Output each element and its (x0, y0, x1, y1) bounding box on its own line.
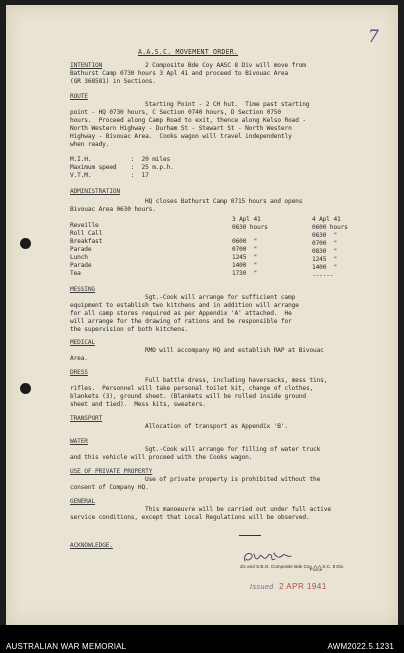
route-stat: Maximum speed : 25 m.p.h. (70, 164, 174, 171)
footer-institution: AUSTRALIAN WAR MEMORIAL (6, 642, 127, 651)
general-line: service conditions, except that Local Regulations will be observed. (70, 514, 310, 521)
messing-line: equipment to establish two kitchens and in addition will arrange (70, 302, 299, 309)
punch-hole (20, 383, 31, 394)
footer-accession-number: AWM2022.5.1231 (327, 642, 394, 651)
route-line: Highway - Bivouac Area. Cooks wagon will travel independently (70, 133, 292, 140)
route-line: hours. Proceed along Camp Road to exit, thence along Kelso Road - (70, 117, 306, 124)
schedule-day1-time: 1245 " (232, 254, 258, 261)
signature-image (241, 549, 301, 565)
route-line: Starting Point - 2 CH hut. Time past starting (145, 101, 310, 108)
schedule-label: Breakfast (70, 238, 103, 245)
schedule-day2-time: 0630 " (312, 232, 338, 239)
water-line: Sgt.-Cook will arrange for filling of water truck (145, 446, 321, 453)
route-line: when ready. (70, 141, 110, 148)
punch-hole (20, 238, 31, 249)
transport-line: Allocation of transport as Appendix 'B'. (145, 423, 289, 430)
schedule-label: Roll Call (70, 230, 103, 237)
section-heading-messing: MESSING (70, 286, 96, 293)
messing-line: the supervision of both kitchens. (70, 326, 188, 333)
pencil-mark: 7 (368, 27, 379, 47)
section-heading-route: ROUTE (70, 93, 88, 100)
signature-caption: 2lc and S.B.O. Composite Bde Coy. A.A.S.C. 8 Div. (240, 564, 344, 569)
dress-line: sheet and tied). Mess kits, sweaters. (70, 401, 206, 408)
intention-line: Bathurst Camp 0730 hours 3 Apl 41 and proceed to Bivouac Area (70, 70, 289, 77)
route-line: point - HQ 0730 hours, C Section 0740 hours, D Section 0750 (70, 109, 281, 116)
schedule-label: Lunch (70, 254, 88, 261)
section-heading-water: WATER (70, 438, 88, 445)
section-heading-private-property: USE OF PRIVATE PROPERTY (70, 468, 153, 475)
signature-role: Force (310, 568, 323, 573)
schedule-day2-time: 1245 " (312, 256, 338, 263)
general-line: This manoeuvre will be carried out under full active (145, 506, 331, 513)
schedule-day2-time: 0830 " (312, 248, 338, 255)
schedule-day2-time: 0700 " (312, 240, 338, 247)
intention-line: (GR 368581) in Sections. (70, 78, 156, 85)
schedule-col1-date: 3 Apl 41 (232, 216, 261, 223)
schedule-col1-time: 0630 hours (232, 224, 268, 231)
dress-line: Full battle dress, including haversacks, mess tins, (145, 377, 328, 384)
schedule-label: Parade (70, 262, 92, 269)
private-property-line: Use of private property is prohibited without the (145, 476, 321, 483)
schedule-label: Reveille (70, 222, 99, 229)
schedule-day2-time: ------ (312, 272, 334, 279)
medical-line: RMO will accompany HQ and establish RAP at Bivouac (145, 347, 324, 354)
private-property-line: consent of Company HQ. (70, 484, 149, 491)
date-stamp (250, 582, 327, 591)
footer-bar (0, 625, 404, 653)
schedule-day1-time: 0600 " (232, 238, 258, 245)
administration-line: Bivouac Area 0630 hours. (70, 206, 156, 213)
administration-line: HQ closes Bathurst Camp 0715 hours and opens (145, 198, 303, 205)
schedule-day1-time: 1400 " (232, 262, 258, 269)
section-heading-medical: MEDICAL (70, 339, 96, 346)
document-title: A.A.S.C. MOVEMENT ORDER. (138, 48, 239, 56)
schedule-col2-date: 4 Apl 41 (312, 216, 341, 223)
section-heading-intention: INTENTION (70, 62, 103, 69)
messing-line: Sgt.-Cook will arrange for sufficient camp (145, 294, 296, 301)
acknowledge-text: ACKNOWLEDGE. (70, 542, 113, 549)
stamp-date: 2 APR 1941 (279, 582, 327, 591)
schedule-day1-time: 1730 " (232, 270, 258, 277)
dress-line: rifles. Personnel will take personal toilet kit, change of clothes, (70, 385, 314, 392)
intention-line: 2 Composite Bde Coy AASC 8 Div will move from (145, 62, 306, 69)
medical-line: Area. (70, 355, 88, 362)
schedule-col2-time: 0600 hours (312, 224, 348, 231)
schedule-label: Tea (70, 270, 81, 277)
stamp-prefix: Issued (250, 584, 274, 591)
messing-line: will arrange for the drawing of rations and be responsible for (70, 318, 292, 325)
section-heading-general: GENERAL (70, 498, 96, 505)
schedule-day2-time: 1400 " (312, 264, 338, 271)
section-heading-dress: DRESS (70, 369, 88, 376)
dress-line: blankets (3), ground sheet. (Blankets will be rolled inside ground (70, 393, 306, 400)
section-heading-administration: ADMINISTRATION (70, 188, 121, 195)
section-heading-transport: TRANSPORT (70, 415, 103, 422)
messing-line: for all camp stores required as per Appendix 'A' attached. He (70, 310, 292, 317)
signature-dash (239, 535, 261, 536)
schedule-label: Parade (70, 246, 92, 253)
route-stat: V.T.M. : 17 (70, 172, 149, 179)
route-line: North Western Highway - Durham St - Stewart St - North Western (70, 125, 292, 132)
water-line: and this vehicle will proceed with the Cooks wagon. (70, 454, 253, 461)
schedule-day1-time: 0700 " (232, 246, 258, 253)
route-stat: M.I.H. : 20 miles (70, 156, 171, 163)
document-page (6, 5, 398, 625)
